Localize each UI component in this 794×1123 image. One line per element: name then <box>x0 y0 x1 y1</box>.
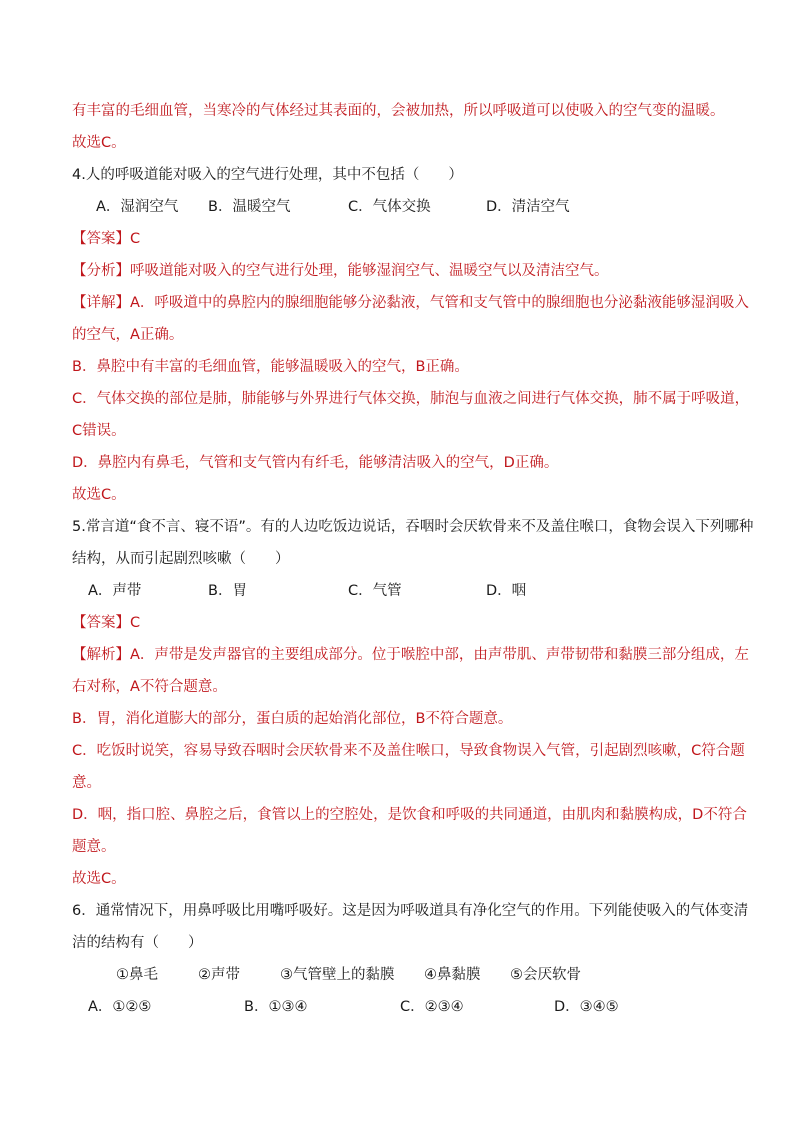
text-line: 意。 <box>72 775 101 791</box>
option-d: D．清洁空气 <box>486 199 570 215</box>
answer-tag: 【答案】 <box>72 615 130 631</box>
detail-line <box>72 293 749 313</box>
text-line: C．气体交换的部位是肺，肺能够与外界进行气体交换，肺泡与血液之间进行气体交换，肺不属于呼吸道， <box>72 391 750 407</box>
text-line: D．咽，指口腔、鼻腔之后，食管以上的空腔处，是饮食和呼吸的共同通道，由肌肉和黏膜构成，D不符合 <box>72 807 747 823</box>
text-line: 题意。 <box>72 839 116 855</box>
option-c: C．气体交换 <box>348 199 431 215</box>
question-6-cont: 洁的结构有（ ） <box>72 935 203 951</box>
analysis-line <box>72 261 722 281</box>
option-a: A．①②⑤ <box>88 999 152 1015</box>
structure-item: ②声带 <box>198 967 240 983</box>
analysis-tag: 【分析】 <box>72 263 130 279</box>
text-line: B．胃，消化道膨大的部分，蛋白质的起始消化部位，B不符合题意。 <box>72 711 513 727</box>
text-line: C错误。 <box>72 423 126 439</box>
text-line: B．鼻腔中有丰富的毛细血管，能够温暖吸入的空气，B正确。 <box>72 359 469 375</box>
explanation-tag: 【解析】 <box>72 647 130 663</box>
question-6: 6．通常情况下，用鼻呼吸比用嘴呼吸好。这是因为呼吸道具有净化空气的作用。下列能使吸入的气体变清 <box>72 903 749 919</box>
option-a: A．湿润空气 <box>96 199 179 215</box>
option-c: C．气管 <box>348 583 402 599</box>
answer-line <box>72 229 722 249</box>
structure-item: ④鼻黏膜 <box>424 967 481 983</box>
detail-text: A．呼吸道中的鼻腔内的腺细胞能够分泌黏液，气管和支气管中的腺细胞也分泌黏液能够湿润吸入 <box>130 295 749 311</box>
text-line: 有丰富的毛细血管，当寒冷的气体经过其表面的，会被加热，所以呼吸道可以使吸入的空气变的温暖。 <box>72 103 725 119</box>
text-line: C．吃饭时说笑，容易导致吞咽时会厌软骨来不及盖住喉口，导致食物误入气管，引起剧烈咳嗽，C符合题 <box>72 743 745 759</box>
option-b: B．①③④ <box>244 999 308 1015</box>
text-line: 右对称，A不符合题意。 <box>72 679 227 695</box>
question-4: 4.人的呼吸道能对吸入的空气进行处理，其中不包括（ ） <box>72 167 463 183</box>
option-d: D．咽 <box>486 583 527 599</box>
analysis-text: 呼吸道能对吸入的空气进行处理，能够湿润空气、温暖空气以及清洁空气。 <box>130 263 609 279</box>
question-5: 5.常言道“食不言、寝不语”。有的人边吃饭边说话，吞咽时会厌软骨来不及盖住喉口，食物会误入下列哪种 <box>72 519 754 535</box>
explanation-text: A．声带是发声器官的主要组成部分。位于喉腔中部，由声带肌、声带韧带和黏膜三部分组成，左 <box>130 647 749 663</box>
detail-tag: 【详解】 <box>72 295 130 311</box>
text-line: D．鼻腔内有鼻毛，气管和支气管内有纤毛，能够清洁吸入的空气，D正确。 <box>72 455 559 471</box>
explanation-line <box>72 645 749 665</box>
option-d: D．③④⑤ <box>554 999 619 1015</box>
option-c: C．②③④ <box>400 999 464 1015</box>
answer-tag: 【答案】 <box>72 231 130 247</box>
option-b: B．胃 <box>208 583 247 599</box>
question-5-cont: 结构，从而引起剧烈咳嗽（ ） <box>72 551 290 567</box>
structure-item: ③气管壁上的黏膜 <box>280 967 395 983</box>
answer-line <box>72 613 722 633</box>
option-a: A．声带 <box>88 583 142 599</box>
structure-item: ⑤会厌软骨 <box>510 967 581 983</box>
text-line: 的空气，A正确。 <box>72 327 184 343</box>
answer-value: C <box>130 615 141 631</box>
structure-item: ①鼻毛 <box>116 967 158 983</box>
text-line: 故选C。 <box>72 871 126 887</box>
text-line: 故选C。 <box>72 135 126 151</box>
option-b: B．温暖空气 <box>208 199 291 215</box>
text-line: 故选C。 <box>72 487 126 503</box>
answer-value: C <box>130 231 141 247</box>
